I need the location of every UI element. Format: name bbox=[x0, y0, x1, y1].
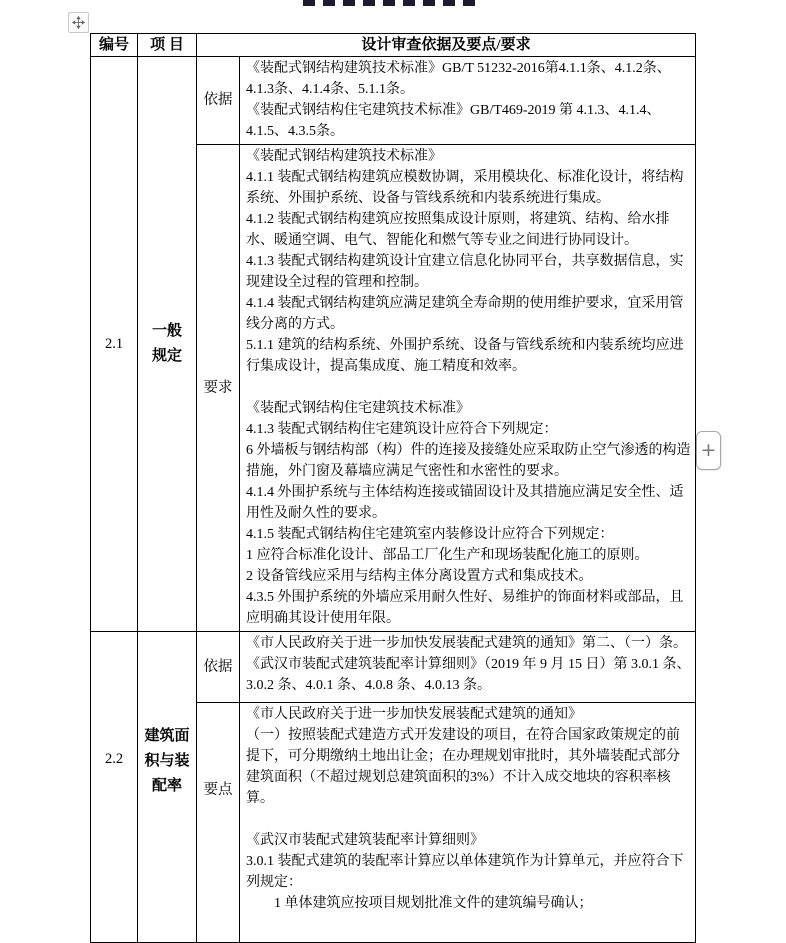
content-paragraph: 4.1.3 装配式钢结构住宅建筑设计应符合下列规定： bbox=[246, 422, 558, 437]
section-label-cell: 依据 bbox=[197, 57, 240, 145]
item-line: 配率 bbox=[151, 778, 182, 794]
content-paragraph: 《武汉市装配式建筑装配率计算细则》 bbox=[246, 833, 484, 848]
content-paragraph: 《市人民政府关于进一步加快发展装配式建筑的通知》第二、（一）条。 bbox=[246, 636, 687, 651]
design-review-table bbox=[90, 33, 696, 943]
item-cell bbox=[138, 57, 197, 632]
clipped-title-text bbox=[303, 0, 479, 6]
item-line: 积与装 bbox=[144, 753, 190, 769]
row-number-cell: 2.1 bbox=[91, 57, 138, 632]
content-paragraph: 《市人民政府关于进一步加快发展装配式建筑的通知》 bbox=[246, 707, 582, 722]
table-move-handle[interactable] bbox=[68, 12, 89, 33]
table-row bbox=[91, 632, 696, 703]
content-paragraph: 《装配式钢结构住宅建筑技术标准》GB/T469-2019 第 4.1.3、4.1.4、4.1.5、4.3.5条。 bbox=[246, 103, 661, 139]
header-item: 项 目 bbox=[138, 34, 197, 57]
row-number-cell: 2.2 bbox=[91, 632, 138, 943]
section-label-cell: 要点 bbox=[197, 703, 240, 943]
content-paragraph: 3.0.1 装配式建筑的装配率计算应以单体建筑作为计算单元，并应符合下列规定： bbox=[246, 854, 684, 890]
table-row bbox=[91, 57, 696, 145]
content-paragraph: 《武汉市装配式建筑装配率计算细则》（2019 年 9 月 15 日）第 3.0.1 条、3.0.2 条、4.0.1 条、4.0.8 条、4.0.13 条。 bbox=[246, 657, 691, 693]
content-paragraph: 4.1.3 装配式钢结构建筑设计宜建立信息化协同平台，共享数据信息，实现建设全过程的管理和控制。 bbox=[246, 254, 684, 290]
item-line: 一般 bbox=[151, 323, 182, 339]
section-label-cell: 依据 bbox=[197, 632, 240, 703]
section-content-cell bbox=[240, 57, 696, 145]
content-paragraph: 《装配式钢结构建筑技术标准》 bbox=[246, 149, 442, 164]
content-paragraph: 4.1.5 装配式钢结构住宅建筑室内装修设计应符合下列规定： bbox=[246, 527, 614, 542]
move-icon bbox=[72, 16, 85, 29]
section-label-cell: 要求 bbox=[197, 145, 240, 632]
content-paragraph: 5.1.1 建筑的结构系统、外围护系统、设备与管线系统和内装系统均应进行集成设计，提高集成度、施工精度和效率。 bbox=[246, 338, 684, 374]
header-requirements: 设计审查依据及要点/要求 bbox=[197, 34, 696, 57]
section-content-cell bbox=[240, 632, 696, 703]
insert-plus-button[interactable]: + bbox=[696, 431, 721, 470]
item-cell bbox=[138, 632, 197, 943]
section-content-cell bbox=[240, 145, 696, 632]
content-paragraph: （一）按照装配式建造方式开发建设的项目，在符合国家政策规定的前提下，可分期缴纳土地出让金；在办理规划审批时，其外墙装配式部分建筑面积（不超过规划总建筑面积的3%）不计入成交地块的容积率核算。 bbox=[246, 728, 680, 806]
content-paragraph: 6 外墙板与钢结构部（构）件的连接及接缝处应采取防止空气渗透的构造措施，外门窗及幕墙应满足气密性和水密性的要求。 bbox=[246, 443, 691, 479]
content-paragraph: 4.1.2 装配式钢结构建筑应按照集成设计原则，将建筑、结构、给水排水、暖通空调、电气、智能化和燃气等专业之间进行协同设计。 bbox=[246, 212, 670, 248]
content-paragraph: 2 设备管线应采用与结构主体分离设置方式和集成技术。 bbox=[246, 569, 593, 584]
content-paragraph: 4.1.4 装配式钢结构建筑应满足建筑全寿命期的使用维护要求，宜采用管线分离的方式。 bbox=[246, 296, 684, 332]
header-row bbox=[91, 34, 696, 57]
section-content-cell bbox=[240, 703, 696, 943]
content-paragraph: 《装配式钢结构建筑技术标准》GB/T 51232-2016第4.1.1条、4.1.2条、4.1.3条、4.1.4条、5.1.1条。 bbox=[246, 61, 671, 97]
content-paragraph: 1 单体建筑应按项目规划批准文件的建筑编号确认； bbox=[274, 896, 593, 911]
content-paragraph: 4.1.1 装配式钢结构建筑应模数协调，采用模块化、标准化设计，将结构系统、外围护系统、设备与管线系统和内装系统进行集成。 bbox=[246, 170, 684, 206]
content-paragraph: 4.1.4 外围护系统与主体结构连接或锚固设计及其措施应满足安全性、适用性及耐久性的要求。 bbox=[246, 485, 684, 521]
content-paragraph bbox=[246, 809, 691, 830]
content-paragraph: 4.3.5 外围护系统的外墙应采用耐久性好、易维护的饰面材料或部品，且应明确其设计使用年限。 bbox=[246, 590, 684, 626]
content-paragraph bbox=[246, 377, 691, 398]
header-number: 编号 bbox=[91, 34, 138, 57]
content-paragraph: 《装配式钢结构住宅建筑技术标准》 bbox=[246, 401, 470, 416]
item-line: 建筑面 bbox=[144, 728, 190, 744]
content-paragraph: 1 应符合标准化设计、部品工厂化生产和现场装配化施工的原则。 bbox=[246, 548, 649, 563]
item-line: 规定 bbox=[151, 348, 182, 364]
